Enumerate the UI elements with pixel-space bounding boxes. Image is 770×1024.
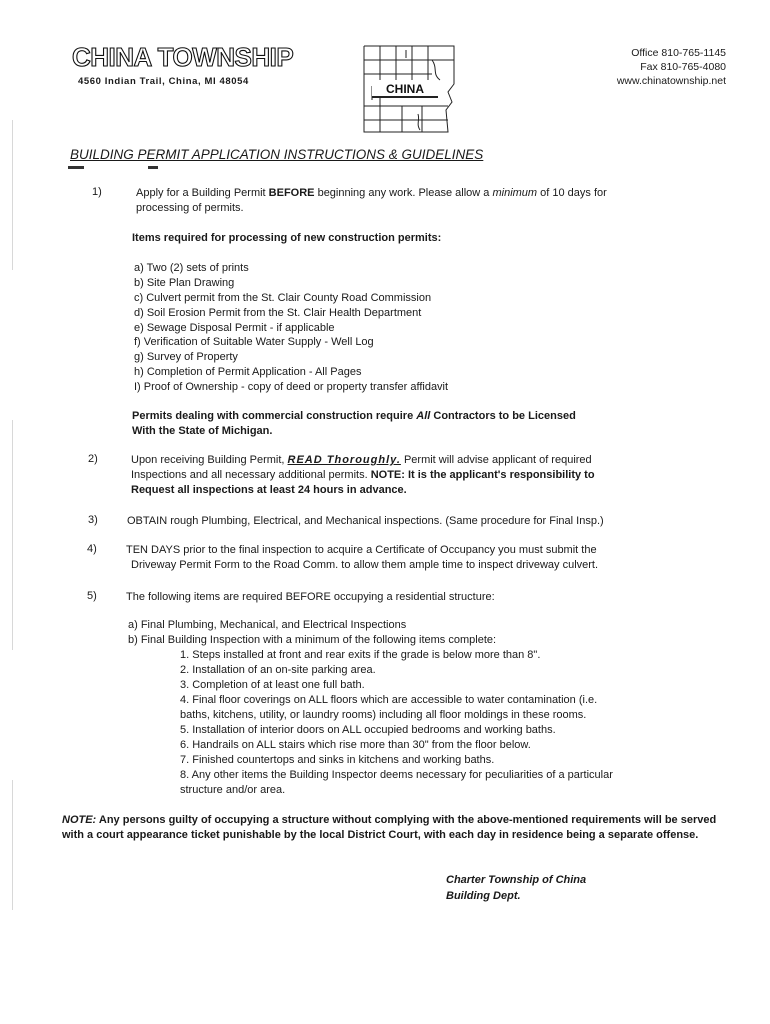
scan-edge-line [12,780,13,910]
note-text: Any persons guilty of occupying a structure without complying with the above-mentioned requirements will be served with a court appearance ticket punishable by the local District Court, with each day in residence being a separate offense. [62,814,717,841]
item-2-line-1: Upon receiving Building Permit, READ Thoroughly. Permit will advise applicant of required [131,454,592,466]
contact-block [617,46,726,88]
items-required-heading: Items required for processing of new construction permits: [132,232,442,244]
scan-edge-line [12,120,13,270]
item-2-line-2: Inspections and all necessary additional permits. NOTE: It is the applicant's responsibility to [131,469,595,481]
list-item: structure and/or area. [180,784,286,796]
list-item: c) Culvert permit from the St. Clair County Road Commission [134,291,432,304]
signature-line-1: Charter Township of China [446,874,587,886]
item-1-line-1: Apply for a Building Permit BEFORE beginning any work. Please allow a minimum of 10 days for [136,187,607,199]
commercial-requirement-line-2: With the State of Michigan. [132,425,273,437]
list-item: 8. Any other items the Building Inspector deems necessary for peculiarities of a particular [180,769,613,781]
note-label: NOTE: [62,814,97,826]
item-4-number: 4) [87,543,97,555]
list-item: h) Completion of Permit Application - All Pages [134,366,362,379]
scan-edge-line [12,420,13,650]
item-4-line-2: Driveway Permit Form to the Road Comm. to allow them ample time to inspect driveway culvert. [131,559,599,571]
required-items-list [134,261,448,395]
item-5-number: 5) [87,590,97,602]
list-item: b) Site Plan Drawing [134,276,235,289]
item-3-number: 3) [88,514,98,526]
item-4-line-1: TEN DAYS prior to the final inspection to acquire a Certificate of Occupancy you must submit the [126,544,597,556]
signature-block [446,872,586,904]
list-item: 4. Final floor coverings on ALL floors which are accessible to water contamination (i.e. [180,694,598,706]
legal-note [62,813,722,843]
item-2-number: 2) [88,453,98,465]
website-link[interactable]: www.chinatownship.net [616,75,726,87]
list-item: baths, kitchens, utility, or laundry rooms) including all floor moldings in these rooms. [180,709,587,721]
signature-line-2: Building Dept. [446,890,521,902]
list-item: f) Verification of Suitable Water Supply - Well Log [134,336,374,349]
item-5-text: The following items are required BEFORE occupying a residential structure: [126,591,495,603]
township-logo-text: CHINA TOWNSHIP [72,42,294,72]
title-scan-mark [68,166,84,169]
completion-steps-list [180,648,613,798]
list-item: b) Final Building Inspection with a minimum of the following items complete: [128,634,497,646]
china-township-map-icon [362,44,458,134]
list-item: d) Soil Erosion Permit from the St. Clair Health Department [134,306,422,319]
list-item: e) Sewage Disposal Permit - if applicable [134,321,335,334]
item-1-number: 1) [92,186,102,198]
list-item: a) Two (2) sets of prints [134,262,249,274]
list-item: g) Survey of Property [134,351,238,364]
list-item: 6. Handrails on ALL stairs which rise more than 30" from the floor below. [180,739,531,751]
office-phone: Office 810-765-1145 [631,47,726,59]
item-2-line-3: Request all inspections at least 24 hours in advance. [131,484,407,496]
final-inspections-list [128,618,496,648]
list-item: 2. Installation of an on-site parking area. [180,664,376,676]
item-3-text: OBTAIN rough Plumbing, Electrical, and Mechanical inspections. (Same procedure for Final Insp.) [127,515,604,527]
list-item: a) Final Plumbing, Mechanical, and Electrical Inspections [128,619,407,631]
list-item: I) Proof of Ownership - copy of deed or property transfer affidavit [134,381,449,394]
list-item: 3. Completion of at least one full bath. [180,679,365,691]
list-item: 5. Installation of interior doors on ALL occupied bedrooms and working baths. [180,724,556,736]
item-1-line-2: processing of permits. [136,202,244,214]
list-item: 7. Finished countertops and sinks in kitchens and working baths. [180,754,495,766]
list-item: 1. Steps installed at front and rear exits if the grade is below more than 8". [180,649,541,661]
map-label: CHINA [386,82,424,96]
title-scan-mark [148,166,158,169]
document-title: BUILDING PERMIT APPLICATION INSTRUCTIONS & GUIDELINES [70,147,484,162]
commercial-requirement-line-1: Permits dealing with commercial construction require All Contractors to be Licensed [132,410,576,422]
fax-number: Fax 810-765-4080 [640,61,726,73]
township-address: 4560 Indian Trail, China, MI 48054 [78,76,249,87]
